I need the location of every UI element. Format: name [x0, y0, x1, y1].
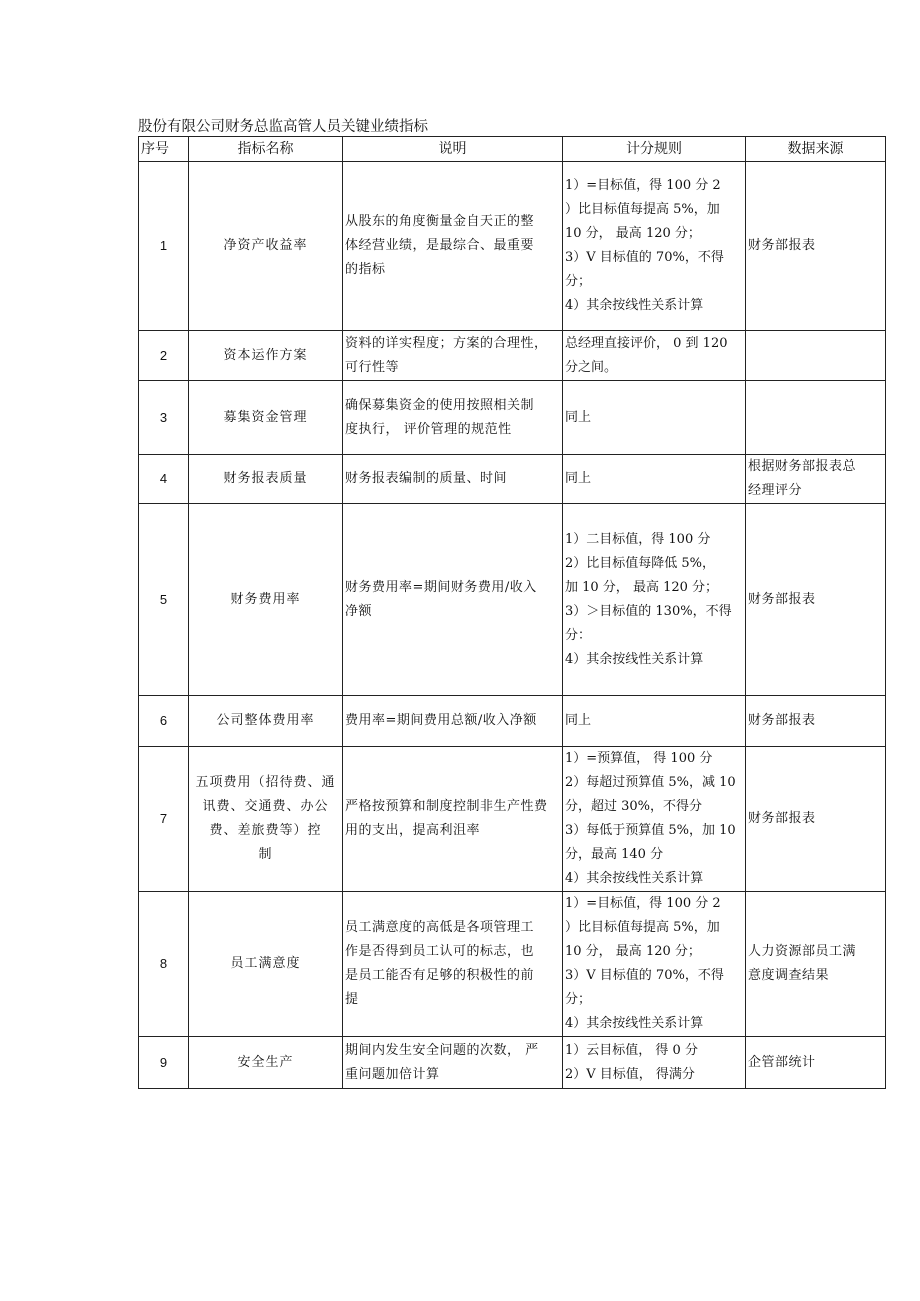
cell-scoring-rule-line: 3）每低于预算值 5%，加 10	[565, 823, 736, 838]
cell-scoring-rule	[563, 331, 746, 381]
cell-description-line: 作是否得到员工认可的标志，也	[345, 944, 535, 959]
cell-data-source-line: 经理评分	[748, 483, 803, 498]
cell-scoring-rule-line: 4）其余按线性关系计算	[565, 1016, 704, 1031]
cell-indicator-name-line: 公司整体费用率	[216, 713, 315, 728]
cell-description-line: 从股东的角度衡量金自天正的整	[345, 214, 535, 229]
cell-scoring-rule-line: 2）每超过预算值 5%，减 10	[565, 775, 736, 790]
cell-scoring-rule-line: 1）=目标值，得 100 分 2	[565, 178, 721, 193]
cell-description-line: 是员工能否有足够的积极性的前	[345, 968, 535, 983]
cell-scoring-rule-line: ）比目标值每提高 5%，加	[565, 920, 720, 935]
table-row	[139, 381, 886, 455]
cell-description-line: 财务报表编制的质量、时间	[345, 471, 508, 486]
cell-no: 1	[139, 162, 189, 331]
cell-description	[343, 892, 563, 1037]
table-row	[139, 696, 886, 747]
cell-indicator-name	[189, 747, 343, 892]
cell-description-line: 确保募集资金的使用按照相关制	[345, 397, 535, 413]
cell-indicator-name-line: 净资产收益率	[223, 238, 308, 253]
cell-scoring-rule-line: 3）V 目标值的 70%，不得	[565, 968, 724, 983]
cell-indicator-name-line: 费、差旅费等）控	[209, 823, 322, 838]
cell-data-source	[746, 696, 886, 747]
kpi-table	[138, 136, 886, 1089]
cell-description	[343, 696, 563, 747]
cell-data-source-line: 根据财务部报表总	[748, 459, 857, 474]
cell-scoring-rule	[563, 381, 746, 455]
cell-scoring-rule-line: ）比目标值每提高 5%，加	[565, 202, 720, 217]
table-row	[139, 162, 886, 331]
cell-description	[343, 381, 563, 455]
cell-description-line: 重问题加倍计算	[345, 1066, 440, 1082]
cell-scoring-rule-line: 10 分， 最高 120 分；	[565, 944, 701, 959]
cell-description-line: 可行性等	[345, 359, 400, 375]
cell-indicator-name	[189, 331, 343, 381]
cell-scoring-rule-line: 1）=目标值，得 100 分 2	[565, 896, 721, 911]
cell-scoring-rule-line: 1）云目标值， 得 0 分	[565, 1042, 698, 1058]
cell-indicator-name-line: 财务费用率	[230, 591, 301, 607]
cell-scoring-rule-line: 分；	[565, 274, 592, 289]
cell-indicator-name	[189, 696, 343, 747]
cell-description-line: 严格按预算和制度控制非生产性费	[345, 799, 548, 814]
cell-indicator-name	[189, 504, 343, 696]
cell-scoring-rule	[563, 1037, 746, 1089]
cell-data-source	[746, 1037, 886, 1089]
cell-scoring-rule-line: 3）＞目标值的 130%，不得	[565, 603, 732, 619]
cell-scoring-rule-line: 分；	[565, 992, 592, 1007]
cell-description-line: 度执行， 评价管理的规范性	[345, 421, 512, 437]
cell-indicator-name-line: 讯费、交通费、办公	[202, 799, 329, 814]
cell-data-source-line: 财务部报表	[748, 238, 816, 253]
cell-data-source	[746, 162, 886, 331]
table-row	[139, 455, 886, 504]
cell-scoring-rule-line: 10 分， 最高 120 分；	[565, 226, 701, 241]
cell-scoring-rule-line: 分之间。	[565, 359, 618, 375]
header-name: 指标名称	[189, 137, 343, 162]
cell-description-line: 资料的详实程度；方案的合理性，	[345, 335, 548, 351]
cell-indicator-name	[189, 892, 343, 1037]
cell-data-source-line: 意度调查结果	[748, 968, 830, 983]
cell-scoring-rule-line: 4）其余按线性关系计算	[565, 651, 704, 667]
cell-description-line: 费用率=期间费用总额/收入净额	[345, 713, 537, 728]
table-row	[139, 892, 886, 1037]
cell-indicator-name-line: 募集资金管理	[223, 409, 308, 425]
cell-scoring-rule	[563, 696, 746, 747]
cell-scoring-rule	[563, 892, 746, 1037]
cell-scoring-rule-line: 1）二目标值，得 100 分	[565, 531, 711, 547]
cell-scoring-rule-line: 加 10 分， 最高 120 分；	[565, 579, 719, 595]
cell-description-line: 员工满意度的高低是各项管理工	[345, 920, 535, 935]
cell-data-source	[746, 504, 886, 696]
cell-no: 9	[139, 1037, 189, 1089]
table-header-row	[139, 137, 886, 162]
cell-scoring-rule	[563, 504, 746, 696]
header-description: 说明	[343, 137, 563, 162]
cell-description-line: 期间内发生安全问题的次数， 严	[345, 1042, 539, 1058]
cell-indicator-name	[189, 455, 343, 504]
cell-description-line: 体经营业绩，是最综合、最重要	[345, 238, 535, 253]
cell-scoring-rule-line: 同上	[565, 713, 592, 728]
cell-indicator-name-line: 财务报表质量	[223, 471, 308, 486]
table-row	[139, 747, 886, 892]
cell-scoring-rule-line: 4）其余按线性关系计算	[565, 871, 704, 886]
cell-description-line: 用的支出，提高利沮率	[345, 823, 481, 838]
header-no: 序号	[139, 137, 189, 162]
cell-scoring-rule	[563, 162, 746, 331]
cell-no: 7	[139, 747, 189, 892]
cell-scoring-rule-line: 分，最高 140 分	[565, 847, 664, 862]
cell-data-source	[746, 381, 886, 455]
header-data-source: 数据来源	[746, 137, 886, 162]
cell-description	[343, 331, 563, 381]
cell-description-line: 财务费用率=期间财务费用/收入	[345, 579, 537, 595]
cell-scoring-rule	[563, 747, 746, 892]
cell-no: 2	[139, 331, 189, 381]
cell-data-source-line: 企管部统计	[748, 1054, 816, 1070]
cell-scoring-rule	[563, 455, 746, 504]
cell-data-source-line: 人力资源部员工满	[748, 944, 857, 959]
cell-data-source-line: 财务部报表	[748, 811, 816, 826]
cell-no: 5	[139, 504, 189, 696]
cell-description	[343, 162, 563, 331]
cell-description	[343, 747, 563, 892]
cell-data-source-line: 财务部报表	[748, 713, 816, 728]
cell-indicator-name-line: 资本运作方案	[223, 347, 308, 363]
cell-description	[343, 1037, 563, 1089]
cell-indicator-name-line: 五项费用（招待费、通	[195, 775, 336, 790]
cell-description-line: 的指标	[345, 262, 386, 277]
cell-indicator-name-line: 安全生产	[237, 1054, 294, 1070]
cell-description-line: 提	[345, 992, 359, 1007]
cell-scoring-rule-line: 4）其余按线性关系计算	[565, 298, 704, 313]
document-title: 股份有限公司财务总监高管人员关键业绩指标	[138, 119, 428, 135]
cell-scoring-rule-line: 3）V 目标值的 70%，不得	[565, 250, 724, 265]
header-scoring-rule: 计分规则	[563, 137, 746, 162]
cell-no: 6	[139, 696, 189, 747]
cell-scoring-rule-line: 总经理直接评价， 0 到 120	[565, 335, 728, 351]
cell-indicator-name-line: 制	[258, 847, 273, 862]
cell-scoring-rule-line: 1）=预算值， 得 100 分	[565, 751, 713, 766]
cell-indicator-name	[189, 1037, 343, 1089]
cell-indicator-name-line: 员工满意度	[230, 956, 301, 971]
cell-description-line: 净额	[345, 603, 373, 619]
cell-no: 8	[139, 892, 189, 1037]
cell-no: 4	[139, 455, 189, 504]
cell-data-source	[746, 747, 886, 892]
cell-scoring-rule-line: 2）比目标值每降低 5%，	[565, 555, 716, 571]
cell-data-source	[746, 892, 886, 1037]
cell-no: 3	[139, 381, 189, 455]
table-row	[139, 1037, 886, 1089]
cell-scoring-rule-line: 分：	[565, 627, 592, 643]
cell-description	[343, 455, 563, 504]
cell-scoring-rule-line: 同上	[565, 471, 592, 486]
table-row	[139, 331, 886, 381]
cell-scoring-rule-line: 分，超过 30%，不得分	[565, 799, 703, 814]
cell-data-source-line: 财务部报表	[748, 591, 816, 607]
cell-scoring-rule-line: 同上	[565, 409, 592, 425]
cell-data-source	[746, 455, 886, 504]
cell-description	[343, 504, 563, 696]
cell-indicator-name	[189, 162, 343, 331]
cell-data-source	[746, 331, 886, 381]
table-row	[139, 504, 886, 696]
cell-indicator-name	[189, 381, 343, 455]
cell-scoring-rule-line: 2）V 目标值， 得满分	[565, 1066, 695, 1082]
